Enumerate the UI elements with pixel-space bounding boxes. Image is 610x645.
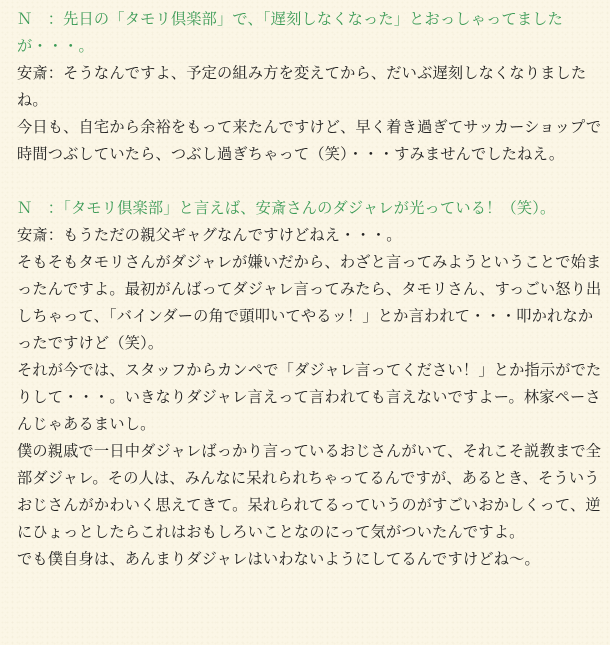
answer-paragraph: 安斎：もうただの親父ギャグなんですけどねえ・・・。 — [17, 226, 402, 244]
answer-paragraph: それが今では、スタッフからカンペで「ダジャレ言ってください！」とか指示がでたりして・・・。いきなりダジャレ言えって言われても言えないですよー。林家ペーさんじゃあるまいし。 — [17, 361, 602, 433]
question-line: Ｎ ：先日の「タモリ倶楽部」で、「遅刻しなくなった」とおっしゃってましたが・・・。 — [17, 10, 564, 55]
answer-paragraph: 今日も、自宅から余裕をもって来たんですけど、早く着き過ぎてサッカーショップで時間つぶしていたら、つぶし過ぎちゃって（笑）・・・すみませんでしたねえ。 — [17, 118, 602, 163]
answer-paragraph: 僕の親戚で一日中ダジャレばっかり言っているおじさんがいて、それこそ説教まで全部ダジャレ。その人は、みんなに呆れられちゃってるんですが、あるとき、そういうおじさんがかわいく思えてきて。呆れられてるっていうのがすごいおかしくって、逆にひょっとしたらこれはおもしろいことなのにって気がついたんですよ。 — [17, 442, 602, 541]
answer-paragraph: 安斎：そうなんですよ、予定の組み方を変えてから、だいぶ遅刻しなくなりましたね。 — [17, 64, 587, 109]
question-line: Ｎ ：「タモリ倶楽部」と言えば、安斎さんのダジャレが光っている！（笑）。 — [17, 199, 556, 217]
paragraph-spacer — [17, 168, 602, 195]
answer-paragraph: そもそもタモリさんがダジャレが嫌いだから、わざと言ってみようということで始まったんですよ。最初がんばってダジャレ言ってみたら、タモリさん、すっごい怒り出しちゃって、「バインダーの角で頭叩いてやるッ！」とか言われて・・・叩かれなかったですけど（笑）。 — [17, 253, 602, 352]
interview-block-2 — [17, 195, 602, 573]
answer-paragraph: でも僕自身は、あんまりダジャレはいわないようにしてるんですけどね〜。 — [17, 550, 540, 568]
interview-block-1 — [17, 6, 602, 168]
